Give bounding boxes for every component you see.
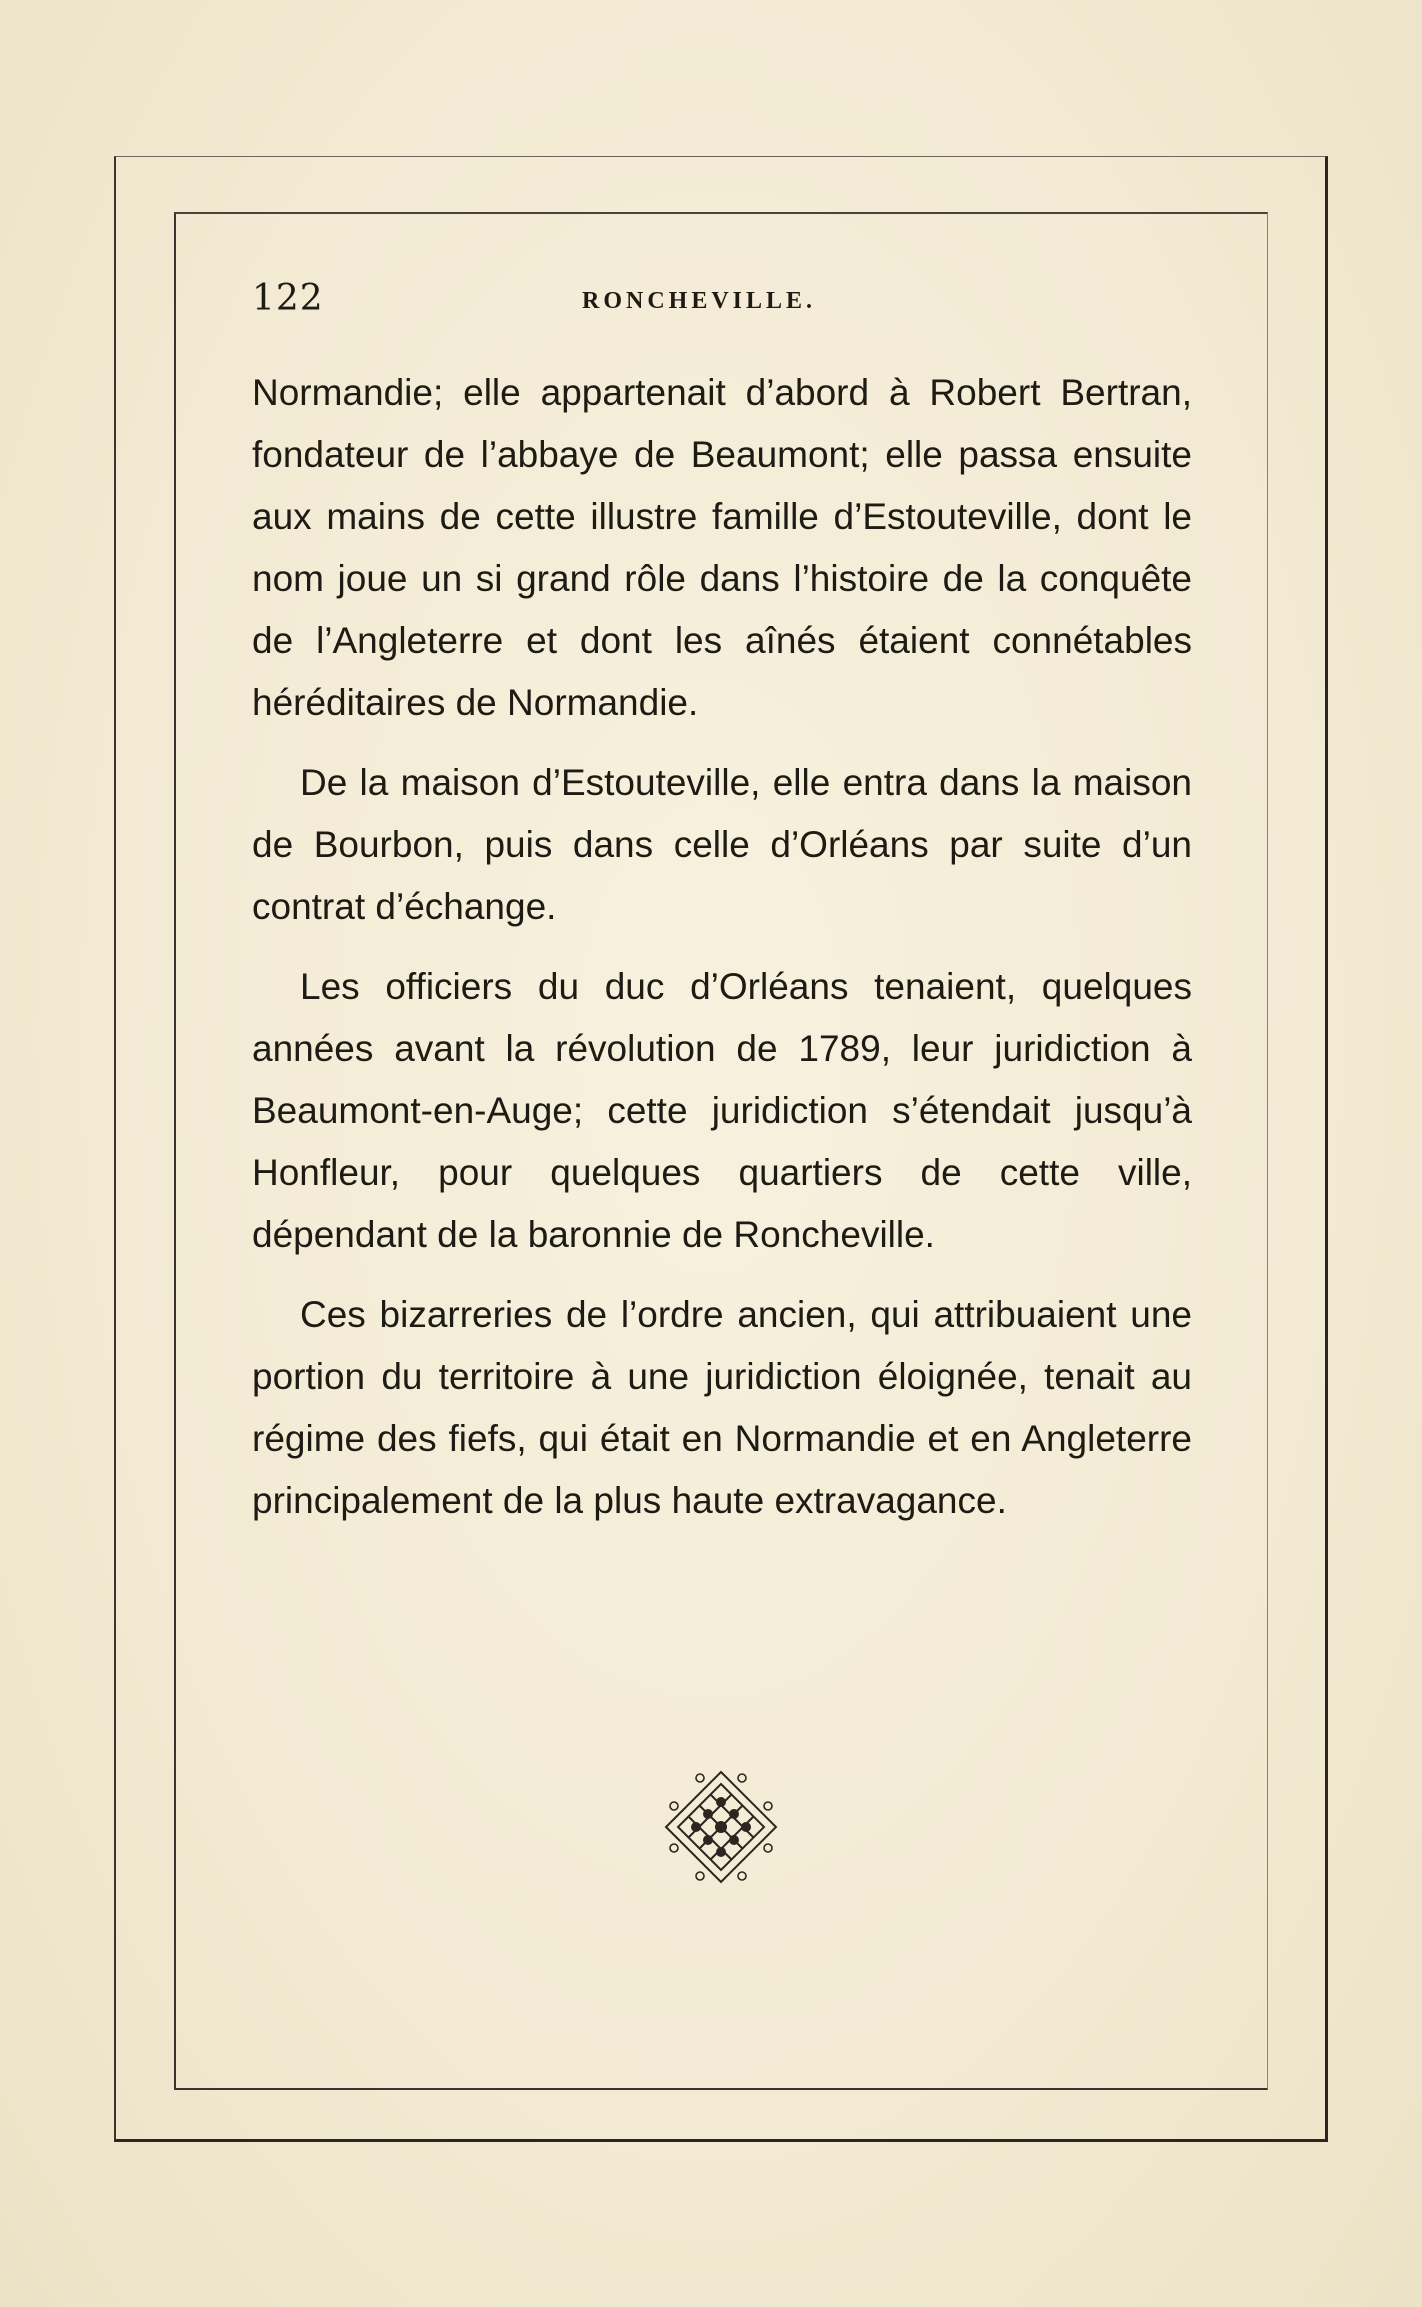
paragraph-continued: Normandie; elle appartenait d’abord à Robert Bertran, fondateur de l’abbaye de Beaumont; elle passa ensuite aux mains de cette illustre famille d’Estouteville, dont le nom joue un si grand rôle dans l’histoire de la conquête de l’Angleterre et dont les aînés étaient connétables héréditaires de Normandie. xyxy=(252,372,1192,723)
paragraph: De la maison d’Estouteville, elle entra dans la maison de Bourbon, puis dans celle d’Orléans par suite d’un contrat d’échange. xyxy=(252,762,1192,927)
page-body-text xyxy=(252,362,1192,1550)
paragraph: Les officiers du duc d’Orléans tenaient, quelques années avant la révolution de 1789, leur juridiction à Beaumont-en-Auge; cette juridiction s’étendait jusqu’à Honfleur, pour quelques quartiers de cette ville, dépendant de la baronnie de Roncheville. xyxy=(252,966,1192,1255)
fleuron-ornament-icon xyxy=(662,1768,780,1886)
paragraph: Ces bizarreries de l’ordre ancien, qui attribuaient une portion du territoire à une juridiction éloignée, tenait au régime des fiefs, qui était en Normandie et en Angleterre principalement de la plus haute extravagance. xyxy=(252,1294,1192,1521)
running-title: RONCHEVILLE. xyxy=(582,288,817,314)
page-number: 122 xyxy=(252,278,324,319)
page-header xyxy=(252,278,1192,338)
